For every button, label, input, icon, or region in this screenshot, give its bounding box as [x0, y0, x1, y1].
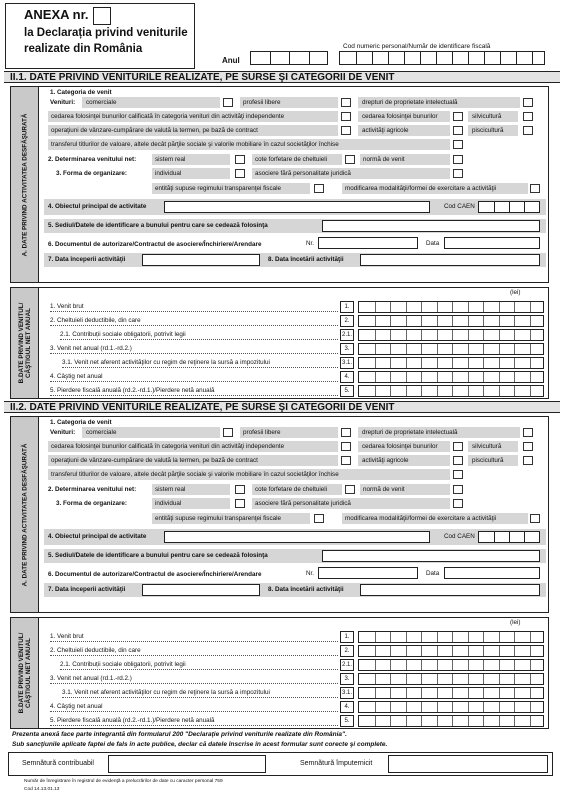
row-b-label: 3.1. Venit net aferent activităţilor cu regim de reţinere la sursă a impozitului [62, 359, 270, 366]
determinarea-label: 2. Determinarea venitului net: [48, 486, 137, 493]
sistem-real-label: sistem real [155, 486, 186, 493]
row-b-number: 2. [340, 645, 354, 657]
row-b-label: 3.1. Venit net aferent activităţilor cu regim de reţinere la sursă a impozitului [62, 689, 270, 696]
operatiuni-checkbox[interactable] [341, 126, 351, 135]
cedarea-bun-label: cedarea folosinţei bunurilor [362, 113, 438, 120]
modificarea-label: modificarea modalităţii/formei de exercitare a activităţii [345, 185, 497, 192]
silvicultura-checkbox[interactable] [523, 112, 533, 121]
cedarea-ai-checkbox[interactable] [341, 442, 351, 451]
footer-note-1: Prezenta anexă face parte integrantă din formularul 200 "Declaraţie privind veniturile realizate din România". [12, 731, 347, 738]
piscicultura-checkbox[interactable] [523, 126, 533, 135]
row-b-label: 2.1. Contribuții sociale obligatorii, potrivit legii [60, 661, 186, 668]
profesii-label: profesii libere [243, 429, 281, 436]
annex-subtitle-1: la Declarația privind veniturile [24, 27, 188, 39]
row-b-value-field[interactable] [358, 631, 544, 643]
data-input[interactable] [444, 237, 540, 249]
venituri-label: Venituri: [50, 429, 76, 436]
data-inceperii-input[interactable] [142, 254, 260, 266]
row-b-value-field[interactable] [358, 301, 544, 313]
entitati-checkbox[interactable] [314, 514, 324, 523]
operatiuni-label: operaţiuni de vânzare-cumpărare de valută la termen, pe bază de contract [51, 127, 258, 134]
cote-checkbox[interactable] [345, 155, 355, 164]
nr-label: Nr. [306, 240, 315, 247]
part-a-side-label: A. DATE PRIVIND ACTIVITATEA DESFĂŞURATĂ [11, 87, 39, 282]
row-b-number: 2.1. [340, 659, 354, 671]
cedarea-bun-checkbox[interactable] [453, 112, 463, 121]
operatiuni-label: operaţiuni de vânzare-cumpărare de valută la termen, pe bază de contract [51, 457, 258, 464]
form-code: Cod 14.13.01.13 [24, 787, 60, 792]
reg-note: Număr de înregistrare în registrul de evidenţă a prelucrărilor de date cu caracter personal 759 [24, 779, 223, 784]
caen-label: Cod CAEN [444, 203, 475, 210]
row-b-label: 3. Venit net anual (rd.1.-rd.2.) [50, 345, 132, 352]
row-b-number: 1. [340, 631, 354, 643]
documentul-label: 6. Documentul de autorizare/Contractul de asociere/Închiriere/Arendare [48, 241, 262, 248]
sign-imput-field[interactable] [388, 755, 548, 773]
caen-input[interactable] [478, 201, 540, 213]
section-ii-1 [0, 71, 566, 401]
obiectul-input[interactable] [164, 201, 430, 213]
entitati-checkbox[interactable] [314, 184, 324, 193]
sediul-input[interactable] [322, 220, 540, 232]
year-field[interactable] [250, 51, 328, 65]
cnp-field[interactable] [339, 51, 545, 65]
cote-label: cote forfetare de cheltuieli [255, 486, 328, 493]
individual-checkbox[interactable] [235, 499, 245, 508]
profesii-checkbox[interactable] [341, 428, 351, 437]
row-b-number: 4. [340, 701, 354, 713]
drepturi-label: drepturi de proprietate intelectuală [362, 429, 458, 436]
row-b-value-field[interactable] [358, 687, 544, 699]
row-b-label: 1. Venit brut [50, 633, 84, 640]
comerciale-checkbox[interactable] [223, 98, 233, 107]
sign-contrib-field[interactable] [108, 755, 266, 773]
row-b-dots [50, 711, 338, 712]
section-header [4, 71, 560, 83]
piscicultura-label: piscicultură [472, 127, 504, 134]
row-b-value-field[interactable] [358, 315, 544, 327]
row-b-label: 3. Venit net anual (rd.1.-rd.2.) [50, 675, 132, 682]
row-b-dots [50, 395, 338, 396]
nr-label: Nr. [306, 570, 315, 577]
row-b-dots [62, 367, 338, 368]
sistem-real-checkbox[interactable] [235, 155, 245, 164]
obiectul-input[interactable] [164, 531, 430, 543]
drepturi-checkbox[interactable] [523, 98, 533, 107]
annex-number-field[interactable] [93, 7, 111, 25]
annex-title: ANEXA nr. [24, 7, 89, 22]
row-b-value-field[interactable] [358, 357, 544, 369]
agricole-label: activităţi agricole [362, 457, 409, 464]
cedarea-bun-checkbox[interactable] [453, 442, 463, 451]
row-b-number: 4. [340, 371, 354, 383]
row-b-label: 4. Câştig net anual [50, 703, 103, 710]
transferul-checkbox[interactable] [453, 140, 463, 149]
drepturi-label: drepturi de proprietate intelectuală [362, 99, 458, 106]
modificarea-checkbox[interactable] [530, 184, 540, 193]
data-incetarii-input[interactable] [360, 584, 540, 596]
comerciale-label: comerciale [86, 99, 117, 106]
annex-subtitle-2: realizate din România [24, 43, 143, 55]
row-b-value-field[interactable] [358, 645, 544, 657]
row-b-dots [50, 325, 338, 326]
cedarea-ai-label: cedarea folosinţei bunurilor calificată în categoria venituri din activităţi independente [51, 443, 285, 450]
asociere-checkbox[interactable] [453, 499, 463, 508]
data-label: Data [426, 570, 440, 577]
comerciale-label: comerciale [86, 429, 117, 436]
cnp-label: Cod numeric personal/Număr de identificare fiscală [343, 43, 491, 50]
row-b-value-field[interactable] [358, 371, 544, 383]
individual-label: individual [155, 170, 182, 177]
part-b-side-label: B.DATE PRIVIND VENITUL/ CÂŞTIGUL NET ANUAL [11, 288, 39, 398]
sediul-label: 5. Sediul/Datele de identificare a bunului pentru care se cedează folosinţa [48, 552, 268, 559]
part-b-side-label: B.DATE PRIVIND VENITUL/ CÂŞTIGUL NET ANUAL [11, 618, 39, 728]
year-label: Anul [222, 56, 240, 65]
row-b-value-field[interactable] [358, 715, 544, 727]
obiectul-label: 4. Obiectul principal de activitate [48, 203, 147, 210]
row-b-number: 3.1. [340, 687, 354, 699]
data-label: Data [426, 240, 440, 247]
row-b-number: 3.1. [340, 357, 354, 369]
sistem-real-checkbox[interactable] [235, 485, 245, 494]
operatiuni-checkbox[interactable] [341, 456, 351, 465]
modificarea-checkbox[interactable] [530, 514, 540, 523]
norma-checkbox[interactable] [453, 485, 463, 494]
transferul-checkbox[interactable] [453, 470, 463, 479]
forma-label: 3. Forma de organizare: [56, 500, 128, 507]
data-inceperii-label: 7. Data începerii activităţii [48, 586, 126, 593]
norma-label: normă de venit [363, 486, 405, 493]
row-b-value-field[interactable] [358, 673, 544, 685]
entitati-label: entităţi supuse regimului transparenţei fiscale [155, 515, 282, 522]
section-title: II.1. DATE PRIVIND VENITURILE REALIZATE, PE SURSE ŞI CATEGORII DE VENIT [10, 72, 395, 83]
profesii-label: profesii libere [243, 99, 281, 106]
individual-label: individual [155, 500, 182, 507]
agricole-checkbox[interactable] [453, 126, 463, 135]
cote-label: cote forfetare de cheltuieli [255, 156, 328, 163]
piscicultura-label: piscicultură [472, 457, 504, 464]
documentul-label: 6. Documentul de autorizare/Contractul de asociere/Închiriere/Arendare [48, 571, 262, 578]
cedarea-bun-label: cedarea folosinţei bunurilor [362, 443, 438, 450]
row-b-label: 1. Venit brut [50, 303, 84, 310]
row-b-label: 4. Câştig net anual [50, 373, 103, 380]
data-incetarii-label: 8. Data încetării activităţii [268, 256, 344, 263]
asociere-label: asociere fără personalitate juridică [255, 500, 351, 507]
row-b-label: 2. Cheltuieli deductibile, din care [50, 317, 141, 324]
silvicultura-label: silvicultură [472, 443, 502, 450]
nr-input[interactable] [318, 237, 418, 249]
forma-label: 3. Forma de organizare: [56, 170, 128, 177]
comerciale-checkbox[interactable] [223, 428, 233, 437]
data-inceperii-input[interactable] [142, 584, 260, 596]
sign-imput-label: Semnătură împuternicit [300, 760, 373, 767]
sediul-label: 5. Sediul/Datele de identificare a bunului pentru care se cedează folosinţa [48, 222, 268, 229]
cedarea-ai-label: cedarea folosinţei bunurilor calificată în categoria venituri din activităţi independente [51, 113, 285, 120]
part-a-side-label: A. DATE PRIVIND ACTIVITATEA DESFĂŞURATĂ [11, 417, 39, 612]
norma-label: normă de venit [363, 156, 405, 163]
row-b-dots [62, 697, 338, 698]
data-inceperii-label: 7. Data începerii activităţii [48, 256, 126, 263]
norma-checkbox[interactable] [453, 155, 463, 164]
profesii-checkbox[interactable] [341, 98, 351, 107]
section-title: II.2. DATE PRIVIND VENITURILE REALIZATE, PE SURSE ŞI CATEGORII DE VENIT [10, 402, 395, 413]
asociere-label: asociere fără personalitate juridică [255, 170, 351, 177]
silvicultura-label: silvicultură [472, 113, 502, 120]
row-b-number: 5. [340, 715, 354, 727]
drepturi-checkbox[interactable] [523, 428, 533, 437]
silvicultura-checkbox[interactable] [523, 442, 533, 451]
data-incetarii-input[interactable] [360, 254, 540, 266]
piscicultura-checkbox[interactable] [523, 456, 533, 465]
row-b-number: 5. [340, 385, 354, 397]
row-b-label: 5. Pierdere fiscală anuală (rd.2.-rd.1.)/Pierdere netă anuală [50, 387, 215, 394]
individual-checkbox[interactable] [235, 169, 245, 178]
row-b-number: 3. [340, 673, 354, 685]
row-b-label: 5. Pierdere fiscală anuală (rd.2.-rd.1.)/Pierdere netă anuală [50, 717, 215, 724]
cedarea-ai-checkbox[interactable] [341, 112, 351, 121]
data-incetarii-label: 8. Data încetării activităţii [268, 586, 344, 593]
categoria-label: 1. Categoria de venit [50, 89, 112, 96]
row-b-dots [50, 311, 338, 312]
entitati-label: entităţi supuse regimului transparenţei fiscale [155, 185, 282, 192]
section-ii-2 [0, 401, 566, 731]
row-b-value-field[interactable] [358, 659, 544, 671]
agricole-checkbox[interactable] [453, 456, 463, 465]
sistem-real-label: sistem real [155, 156, 186, 163]
row-b-value-field[interactable] [358, 701, 544, 713]
row-b-dots [60, 669, 338, 670]
lei-label: (lei) [510, 289, 521, 296]
agricole-label: activităţi agricole [362, 127, 409, 134]
cote-checkbox[interactable] [345, 485, 355, 494]
row-b-dots [50, 641, 338, 642]
sign-contrib-label: Semnătură contribuabil [22, 760, 94, 767]
transferul-label: transferul titlurilor de valoare, altele decât părţile sociale şi valorile mobiliare în cazul societăţilor închise [51, 471, 339, 478]
caen-input[interactable] [478, 531, 540, 543]
sediul-input[interactable] [322, 550, 540, 562]
asociere-checkbox[interactable] [453, 169, 463, 178]
nr-input[interactable] [318, 567, 418, 579]
footer-note-2: Sub sancţiunile aplicate faptei de fals în acte publice, declar că datele înscrise în acest formular sunt corecte şi complete. [12, 741, 388, 748]
row-b-number: 2. [340, 315, 354, 327]
modificarea-label: modificarea modalităţii/formei de exercitare a activităţii [345, 515, 497, 522]
categoria-label: 1. Categoria de venit [50, 419, 112, 426]
transferul-label: transferul titlurilor de valoare, altele decât părţile sociale şi valorile mobiliare în cazul societăţilor închise [51, 141, 339, 148]
row-b-value-field[interactable] [358, 343, 544, 355]
row-b-label: 2.1. Contribuții sociale obligatorii, potrivit legii [60, 331, 186, 338]
obiectul-label: 4. Obiectul principal de activitate [48, 533, 147, 540]
caen-label: Cod CAEN [444, 533, 475, 540]
section-header [4, 401, 560, 413]
row-b-dots [50, 353, 338, 354]
lei-label: (lei) [510, 619, 521, 626]
row-b-number: 2.1. [340, 329, 354, 341]
row-b-dots [50, 725, 338, 726]
row-b-label: 2. Cheltuieli deductibile, din care [50, 647, 141, 654]
data-input[interactable] [444, 567, 540, 579]
row-b-dots [50, 655, 338, 656]
row-b-dots [50, 381, 338, 382]
row-b-dots [60, 339, 338, 340]
row-b-dots [50, 683, 338, 684]
row-b-number: 3. [340, 343, 354, 355]
determinarea-label: 2. Determinarea venitului net: [48, 156, 137, 163]
row-b-value-field[interactable] [358, 385, 544, 397]
row-b-value-field[interactable] [358, 329, 544, 341]
row-b-number: 1. [340, 301, 354, 313]
venituri-label: Venituri: [50, 99, 76, 106]
